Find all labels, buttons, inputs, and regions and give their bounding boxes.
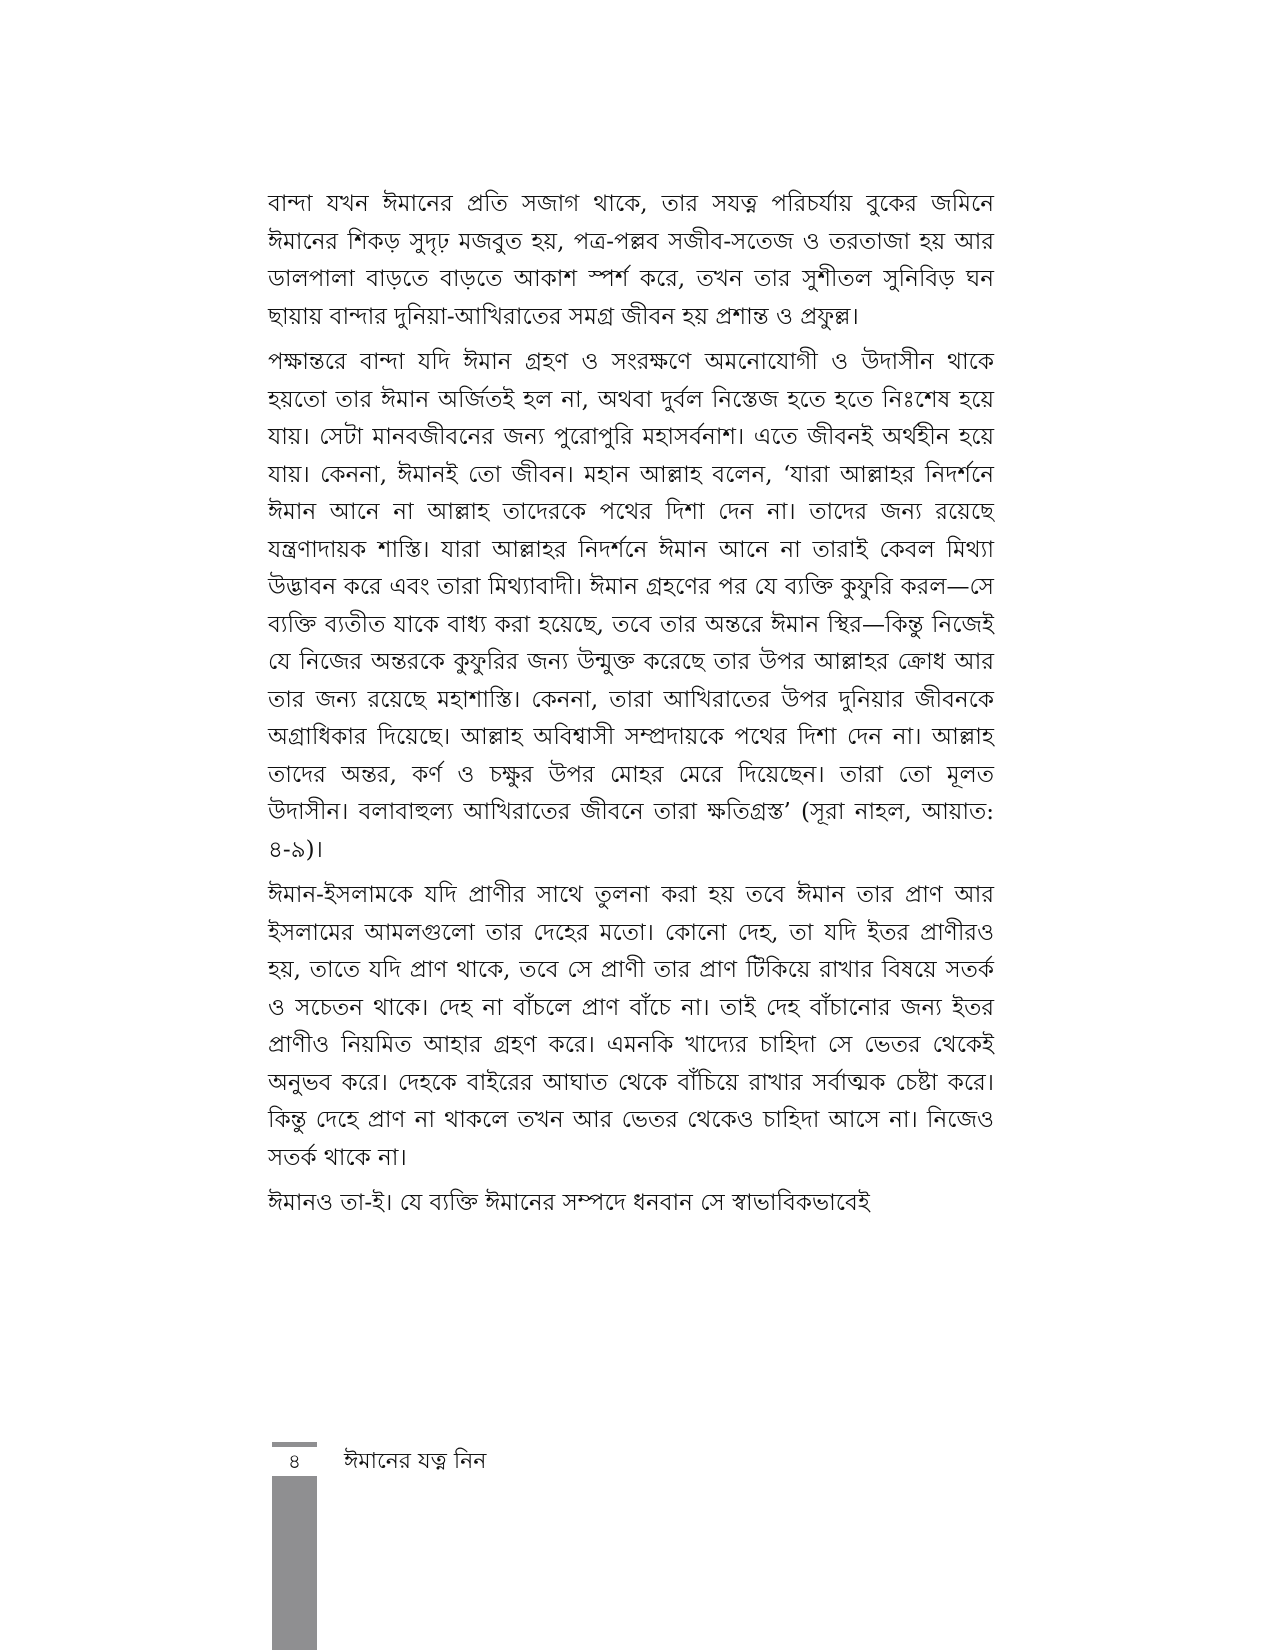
page-body [268, 186, 994, 1231]
footer-bar [272, 1476, 317, 1650]
page-number: ৪ [288, 1449, 301, 1473]
footer-bar-top [272, 1442, 317, 1447]
paragraph-3: ঈমান-ইসলামকে যদি প্রাণীর সাথে তুলনা করা হয় তবে ঈমান তার প্রাণ আর ইসলামের আমলগুলো তার দেহের মতো। কোনো দেহ, তা যদি ইতর প্রাণীরও হয়, তাতে যদি প্রাণ থাকে, তবে সে প্রাণী তার প্রাণ টিকিয়ে রাখার বিষয়ে সতর্ক ও সচেতন থাকে। দেহ না বাঁচলে প্রাণ বাঁচে না। তাই দেহ বাঁচানোর জন্য ইতর প্রাণীও নিয়মিত আহার গ্রহণ করে। এমনকি খাদ্যের চাহিদা সে ভেতর থেকেই অনুভব করে। দেহকে বাইরের আঘাত থেকে বাঁচিয়ে রাখার সর্বাত্মক চেষ্টা করে। কিন্তু দেহে প্রাণ না থাকলে তখন আর ভেতর থেকেও চাহিদা আসে না। নিজেও সতর্ক থাকে না। [268, 882, 994, 1171]
running-title: ঈমানের যত্ন নিন [344, 1449, 487, 1474]
paragraph-4: ঈমানও তা-ই। যে ব্যক্তি ঈমানের সম্পদে ধনবান সে স্বাভাবিকভাবেই [268, 1190, 870, 1216]
paragraph-2: পক্ষান্তরে বান্দা যদি ঈমান গ্রহণ ও সংরক্ষণে অমনোযোগী ও উদাসীন থাকে হয়তো তার ঈমান অর্জিতই হল না, অথবা দুর্বল নিস্তেজ হতে হতে নিঃশেষ হয়ে যায়। সেটা মানবজীবনের জন্য পুরোপুরি মহাসর্বনাশ। এতে জীবনই অর্থহীন হয়ে যায়। কেননা, ঈমানই তো জীবন। মহান আল্লাহ বলেন, ‘যারা আল্লাহর নিদর্শনে ঈমান আনে না আল্লাহ তাদেরকে পথের দিশা দেন না। তাদের জন্য রয়েছে যন্ত্রণাদায়ক শাস্তি। যারা আল্লাহর নিদর্শনে ঈমান আনে না তারাই কেবল মিথ্যা উদ্ভাবন করে এবং তারা মিথ্যাবাদী। ঈমান গ্রহণের পর যে ব্যক্তি কুফুরি করল—সে ব্যক্তি ব্যতীত যাকে বাধ্য করা হয়েছে, তবে তার অন্তরে ঈমান স্থির—কিন্তু নিজেই যে নিজের অন্তরকে কুফুরির জন্য উন্মুক্ত করেছে তার উপর আল্লাহর ক্রোধ আর তার জন্য রয়েছে মহাশাস্তি। কেননা, তারা আখিরাতের উপর দুনিয়ার জীবনকে অগ্রাধিকার দিয়েছে। আল্লাহ অবিশ্বাসী সম্প্রদায়কে পথের দিশা দেন না। আল্লাহ তাদের অন্তর, কর্ণ ও চক্ষুর উপর মোহর মেরে দিয়েছেন। তারা তো মূলত উদাসীন। বলাবাহুল্য আখিরাতের জীবনে তারা ক্ষতিগ্রস্ত’ (সূরা নাহল, আয়াত: ৪-৯)। [268, 349, 994, 863]
paragraph-1: বান্দা যখন ঈমানের প্রতি সজাগ থাকে, তার সযত্ন পরিচর্যায় বুকের জমিনে ঈমানের শিকড় সুদৃঢ় মজবুত হয়, পত্র-পল্লব সজীব-সতেজ ও তরতাজা হয় আর ডালপালা বাড়তে বাড়তে আকাশ স্পর্শ করে, তখন তার সুশীতল সুনিবিড় ঘন ছায়ায় বান্দার দুনিয়া-আখিরাতের সমগ্র জীবন হয় প্রশান্ত ও প্রফুল্ল। [268, 191, 994, 330]
